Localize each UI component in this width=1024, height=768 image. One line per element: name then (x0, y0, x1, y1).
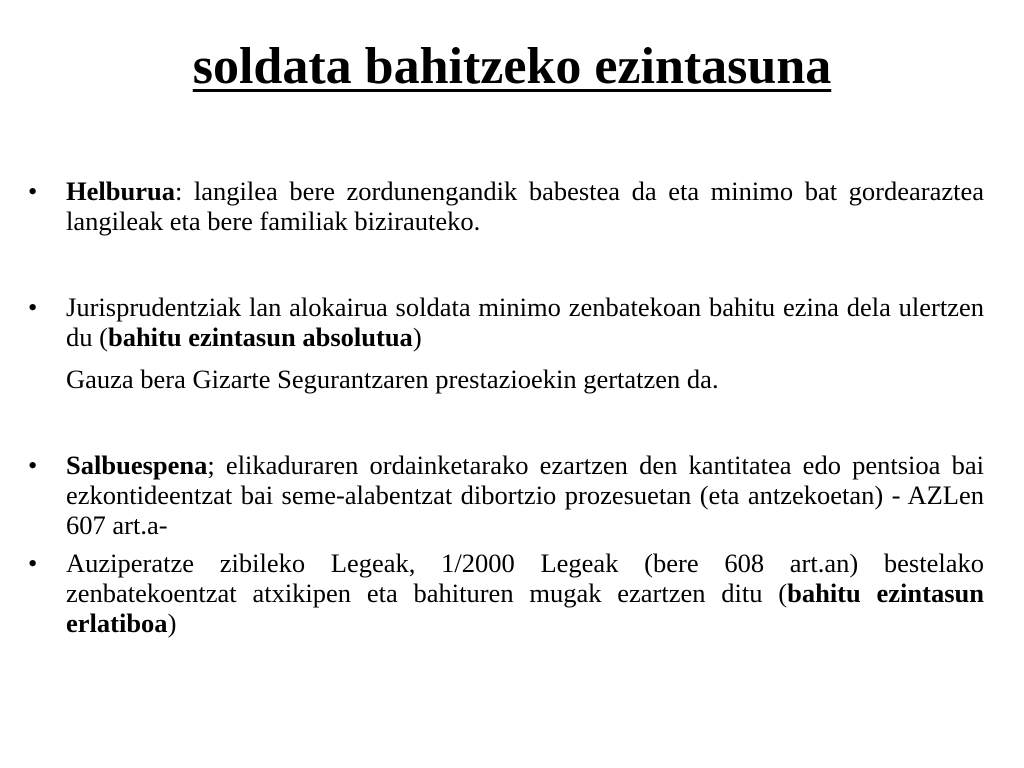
bullet-text-close: ) (167, 608, 177, 638)
bullet-term: Salbuespena (66, 450, 208, 480)
bullet-term: Helburua (66, 176, 175, 206)
bullet-item-helburua (28, 176, 984, 236)
bullet-item-jurisprudentzia (28, 292, 984, 394)
bullet-icon: • (28, 548, 38, 578)
bullet-item-auziperatze (28, 548, 984, 638)
bullet-text: : langilea bere zordunengandik babestea da eta minimo bat gordearaztea langileak eta bere familiak bizirauteko. (66, 176, 984, 236)
bullet-icon: • (28, 292, 38, 322)
bullet-text: Jurisprudentziak lan alokairua soldata minimo zenbatekoan bahitu ezina dela ulertzen du ( (66, 292, 984, 352)
slide-title-text: soldata bahitzeko ezintasuna (192, 38, 832, 95)
bullet-text: Auziperatze zibileko Legeak, 1/2000 Legeak (bere 608 art.an) bestelako zenbatekoentzat atxikipen eta bahituren mugak ezartzen ditu ( (66, 548, 984, 608)
bullet-icon: • (28, 176, 38, 206)
bullet-text: ; elikaduraren ordainketarako ezartzen den kantitatea edo pentsioa bai ezkontideentzat bai seme-alabentzat dibortzio prozesuetan (eta antzekoetan) - AZLen 607 art.a- (66, 450, 984, 540)
bullet-list (28, 176, 984, 638)
bullet-term: bahitu ezintasun erlatiboa (66, 578, 985, 638)
slide-title (0, 36, 1024, 98)
bullet-subparagraph: Gauza bera Gizarte Segurantzaren prestazioekin gertatzen da. (66, 364, 719, 394)
bullet-item-salbuespena (28, 450, 984, 540)
bullet-term: bahitu ezintasun absolutua (107, 322, 413, 352)
bullet-icon: • (28, 450, 38, 480)
bullet-text-close: ) (412, 322, 422, 352)
